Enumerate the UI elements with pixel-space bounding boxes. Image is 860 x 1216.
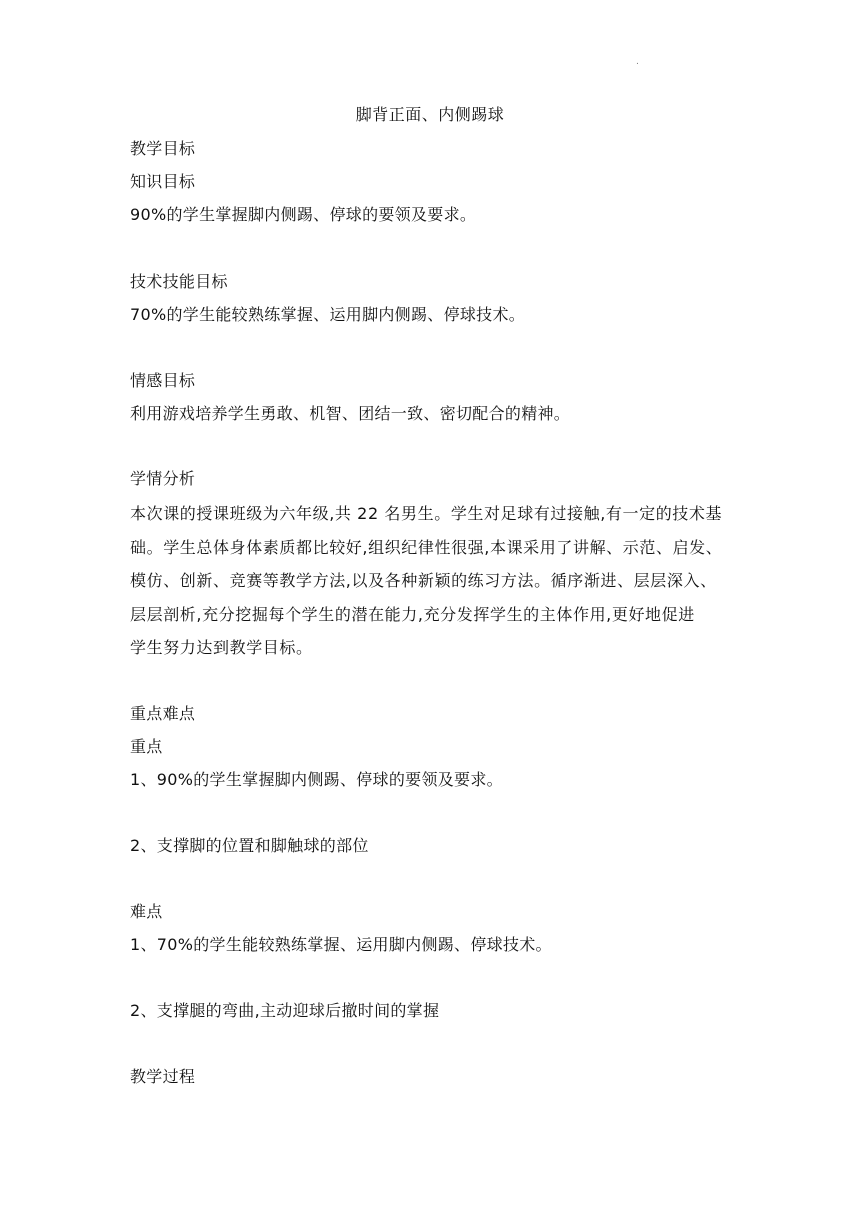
subheading-focus: 重点 (130, 737, 163, 756)
focus-item: 1、90%的学生掌握脚内侧踢、停球的要领及要求。 (130, 770, 503, 789)
section-heading-key-points: 重点难点 (130, 704, 196, 723)
analysis-line: 层层剖析,充分挖掘每个学生的潜在能力,充分发挥学生的主体作用,更好地促进 (130, 604, 695, 624)
emotion-text: 利用游戏培养学生勇敢、机智、团结一致、密切配合的精神。 (130, 404, 571, 423)
focus-item: 2、支撑脚的位置和脚触球的部位 (130, 836, 369, 855)
difficulty-item: 1、70%的学生能较熟练掌握、运用脚内侧踢、停球技术。 (130, 935, 552, 954)
knowledge-text: 90%的学生掌握脚内侧踢、停球的要领及要求。 (130, 205, 477, 224)
section-heading-analysis: 学情分析 (130, 469, 196, 488)
skill-text: 70%的学生能较熟练掌握、运用脚内侧踢、停球技术。 (130, 305, 526, 324)
section-heading-process: 教学过程 (130, 1067, 196, 1086)
header-mark: . (636, 57, 639, 67)
analysis-line: 础。学生总体身体素质都比较好,组织纪律性很强,本课采用了讲解、示范、启发、 (130, 537, 723, 557)
subheading-skill: 技术技能目标 (130, 272, 228, 291)
analysis-line: 本次课的授课班级为六年级,共 22 名男生。学生对足球有过接触,有一定的技术基 (130, 504, 723, 523)
subheading-emotion: 情感目标 (130, 371, 196, 390)
document-title: 脚背正面、内侧踢球 (355, 105, 505, 124)
analysis-line: 学生努力达到教学目标。 (130, 638, 313, 657)
analysis-paragraph (130, 497, 735, 665)
subheading-difficulty: 难点 (130, 902, 163, 921)
difficulty-item: 2、支撑腿的弯曲,主动迎球后撤时间的掌握 (130, 1001, 440, 1020)
subheading-knowledge: 知识目标 (130, 172, 196, 191)
analysis-line: 模仿、创新、竞赛等教学方法,以及各种新颖的练习方法。循序渐进、层层深入、 (130, 571, 717, 590)
section-heading-objectives: 教学目标 (130, 139, 196, 158)
